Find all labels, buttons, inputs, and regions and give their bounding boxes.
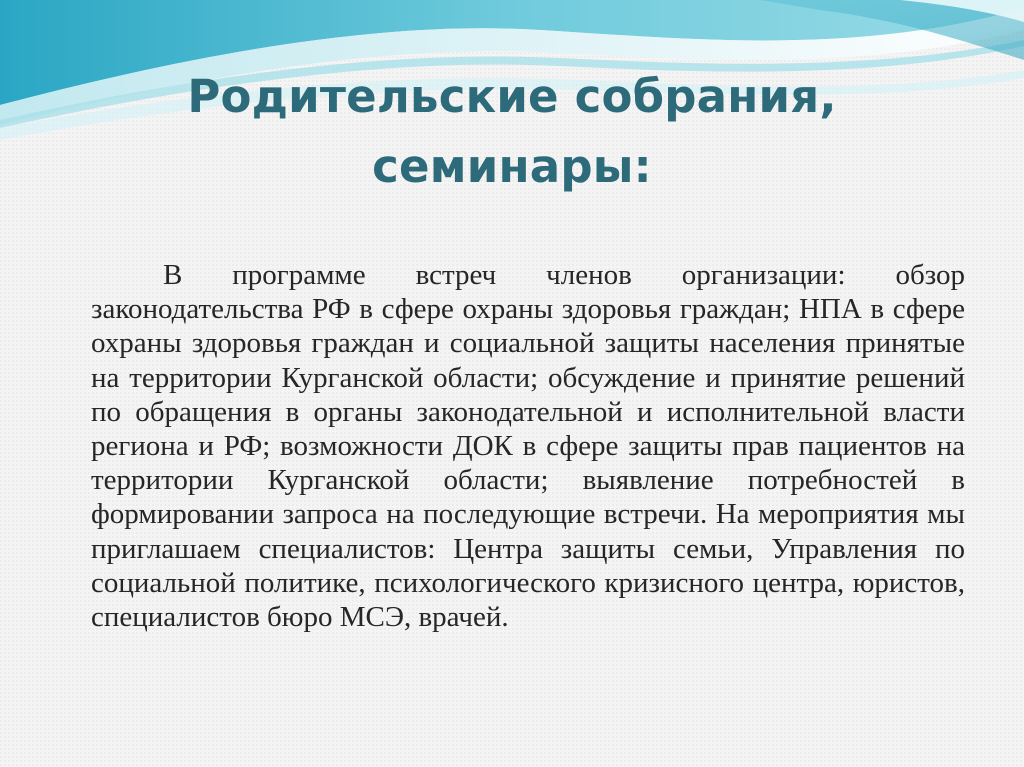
slide-title-line-2: семинары: [372, 140, 652, 193]
slide-body-paragraph: В программе встреч членов организации: обзор законодательства РФ в сфере охраны здоровья граждан; НПА в сфере охраны здоровья граждан и социальной защиты населения принятые на территории Курганской области; обсуждение и принятие решений по обращения в органы законодательной и исполнительной власти региона и РФ; возможности ДОК в сфере защиты прав пациентов на территории Курганской области; выявление потребностей в формировании запроса на последующие встречи. На мероприятия мы приглашаем специалистов: Центра защиты семьи, Управления по социальной политике, психологического кризисного центра, юристов, специалистов бюро МСЭ, врачей. [91, 259, 965, 634]
slide-title [100, 62, 924, 202]
slide-title-line-1: Родительские собрания, [187, 70, 837, 123]
